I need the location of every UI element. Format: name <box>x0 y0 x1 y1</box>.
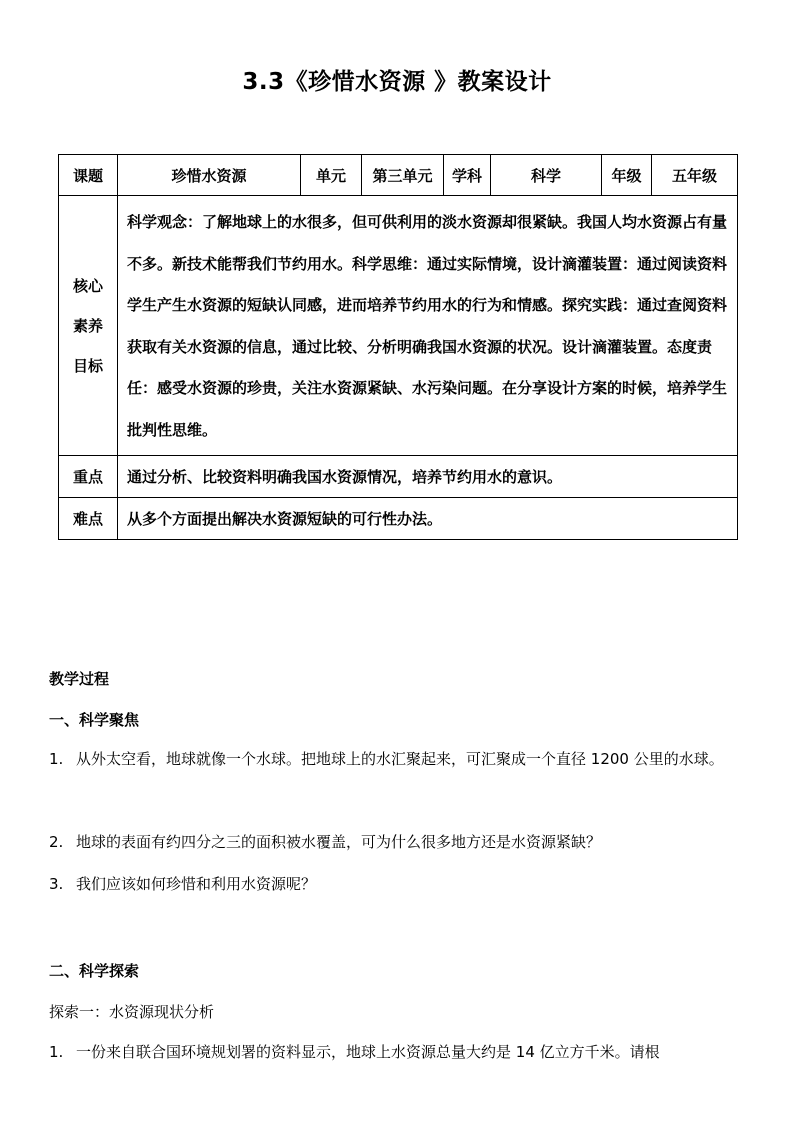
key-point-label: 重点 <box>59 456 118 498</box>
topic-value: 珍惜水资源 <box>118 155 301 196</box>
subject-value: 科学 <box>491 155 602 196</box>
difficulty-row <box>59 498 738 540</box>
list-item-number: 2. <box>49 833 64 851</box>
list-item-text: 我们应该如何珍惜和利用水资源呢？ <box>76 875 317 893</box>
core-goals-label <box>59 196 118 456</box>
list-item-text: 从外太空看，地球就像一个水球。把地球上的水汇聚起来，可汇聚成一个直径 1200 公里的水球。 <box>76 750 724 768</box>
list-item <box>49 864 749 905</box>
list-item <box>49 739 749 780</box>
core-goals-label-line: 目标 <box>72 356 103 375</box>
core-goals-label-line: 核心 <box>72 276 103 295</box>
table-header-row <box>59 155 738 196</box>
core-goals-label-line: 素养 <box>72 316 103 335</box>
list-item-number: 3. <box>49 875 64 893</box>
key-point-row <box>59 456 738 498</box>
lesson-info-table <box>58 154 738 540</box>
list-item <box>49 822 749 863</box>
key-point-text: 通过分析、比较资料明确我国水资源情况，培养节约用水的意识。 <box>118 456 738 498</box>
core-goals-row <box>59 196 738 456</box>
section2-subheading: 探索一：水资源现状分析 <box>49 1003 215 1021</box>
section1-heading: 一、科学聚焦 <box>49 711 140 729</box>
topic-label: 课题 <box>59 155 118 196</box>
grade-label: 年级 <box>602 155 652 196</box>
difficulty-label: 难点 <box>59 498 118 540</box>
grade-value: 五年级 <box>652 155 738 196</box>
page-title: 3.3《珍惜水资源 》教案设计 <box>242 69 552 95</box>
list-item-text: 地球的表面有约四分之三的面积被水覆盖，可为什么很多地方还是水资源紧缺？ <box>76 833 602 851</box>
list-item-text: 一份来自联合国环境规划署的资料显示，地球上水资源总量大约是 14 亿立方千米。请根 <box>76 1043 660 1061</box>
list-item-number: 1. <box>49 750 64 768</box>
subject-label: 学科 <box>444 155 491 196</box>
list-item-number: 1. <box>49 1043 64 1061</box>
unit-label: 单元 <box>301 155 362 196</box>
unit-value: 第三单元 <box>362 155 444 196</box>
core-goals-text: 科学观念：了解地球上的水很多，但可供利用的淡水资源却很紧缺。我国人均水资源占有量不多。新技术能帮我们节约用水。科学思维：通过实际情境，设计滴灌装置：通过阅读资料学生产生水资源的短缺认同感，进而培养节约用水的行为和情感。探究实践：通过查阅资料获取有关水资源的信息，通过比较、分析明确我国水资源的状况。设计滴灌装置。态度责任：感受水资源的珍贵，关注水资源紧缺、水污染问题。在分享设计方案的时候，培养学生批判性思维。 <box>118 196 738 456</box>
list-item <box>49 1032 749 1073</box>
process-title: 教学过程 <box>49 670 110 688</box>
section2-heading: 二、科学探索 <box>49 962 140 980</box>
difficulty-text: 从多个方面提出解决水资源短缺的可行性办法。 <box>118 498 738 540</box>
